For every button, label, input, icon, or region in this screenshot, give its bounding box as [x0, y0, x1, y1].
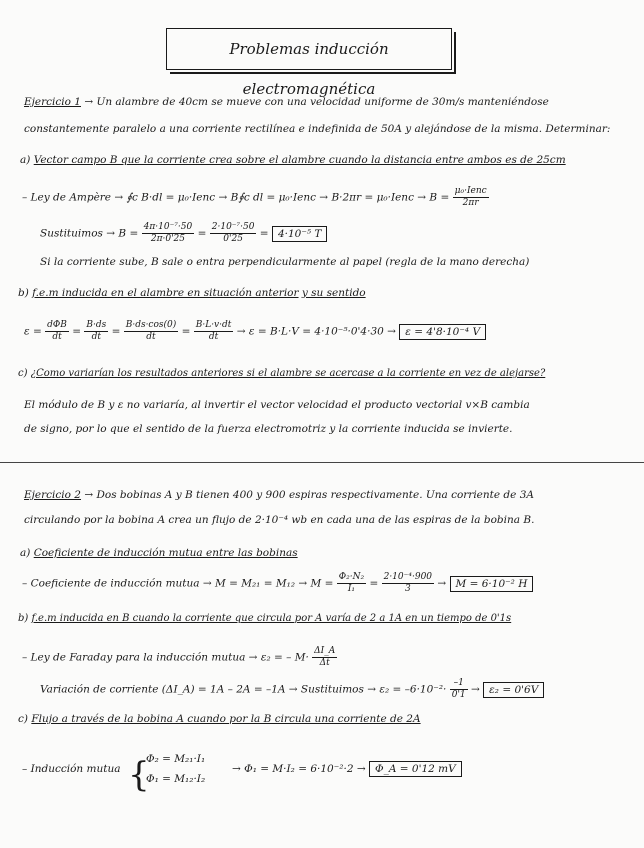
ej2-variation-text: Variación de corriente (ΔI_A) = 1A – 2A = –1A → Sustituimos → ε₂ = –6·10⁻²· — [40, 683, 447, 696]
ej1-fem-fraction-3 — [124, 320, 179, 343]
ej2-coef-fraction-1 — [337, 572, 366, 595]
fraction-denominator: dt — [146, 332, 156, 342]
system-brace: { — [128, 755, 150, 795]
ej2-variation-line — [40, 678, 544, 701]
fraction-numerator: B·L·v·dt — [195, 320, 232, 330]
ej2-label: Ejercicio 2 — [24, 489, 81, 501]
ej1-a-heading — [20, 153, 566, 167]
fraction-numerator: 4π·10⁻⁷·50 — [143, 222, 193, 232]
ej1-c-title: ¿Como variarían los resultados anteriores si el alambre se acercase a la corriente en vez de alejarse? — [30, 368, 546, 379]
fraction-denominator: dt — [208, 332, 219, 342]
fraction-denominator: 0'25 — [223, 234, 243, 244]
fraction-numerator: –1 — [450, 678, 468, 690]
fraction-numerator: B·ds — [86, 320, 107, 330]
fraction-denominator: I₁ — [347, 584, 355, 594]
ej1-fem-eps: ε = — [24, 325, 42, 338]
ej2-coef-fraction-2 — [382, 572, 434, 595]
ej1-a-result: 4·10⁻⁵ T — [272, 226, 327, 242]
ej2-faraday-text: – Ley de Faraday para la inducción mutua → ε₂ = – M· — [22, 651, 309, 664]
ej2-mutual-eq-2: Φ₁ = M₁₂·I₂ — [146, 773, 206, 785]
ej1-fem-line: ε = $\frac{\text{dΦB}}{dt}$ = $\frac{B\cdot ds}{dt}$ = $\frac{B\cdot ds\cdot\cos(0)}{dt}$ = $\frac{B\cdot L\cdot v\cdot dt}{dt}$ → ε = B·L·V = 4·10⁻⁵·0'4·30 → ε = 4'8·10⁻⁴ V — [24, 320, 486, 343]
ej2-faraday-line — [22, 646, 337, 669]
ej1-b-label: b) — [18, 287, 29, 299]
fraction-denominator: Δt — [319, 658, 330, 668]
fraction-denominator: dt — [52, 332, 62, 342]
ej2-coef-line: – Coeficiente de inducción mutua → M = M₂₁ = M₁₂ → M = $\frac{\text{Φ₂·N₂}}{\text{I₁}}$ = $\frac{\text{2·10⁻⁴·900}}{3}$ → M = 6·10⁻² H — [22, 572, 533, 595]
ej2-b-title: f.e.m inducida en B cuando la corriente que circula por A varía de 2 a 1A en un tiempo de 0'1s — [31, 613, 512, 624]
ej1-c-label: c) — [18, 368, 28, 379]
ej2-c-label: c) — [18, 713, 28, 725]
fraction-denominator: 2π·0'25 — [150, 234, 185, 244]
ej2-b-label: b) — [18, 613, 29, 624]
ej1-ampere: – Ley de Ampère → ∮c B·dl = μ₀·Ienc → B∮c dl = μ₀·Ienc → B·2πr = μ₀·Ienc → B = — [22, 191, 450, 204]
fraction-denominator: 3 — [404, 584, 411, 594]
ej1-a-label: a) — [20, 154, 31, 166]
ej1-subst-fraction-2 — [210, 222, 257, 245]
ej1-c-answer-2: de signo, por lo que el sentido de la fuerza electromotriz y la corriente inducida se invierte. — [24, 423, 513, 435]
ej1-a-title: Vector campo B que la corriente crea sobre el alambre cuando la distancia entre ambos es de 25cm — [33, 154, 566, 166]
ej2-variation-fraction — [450, 678, 468, 701]
ej2-a-result: M = 6·10⁻² H — [450, 576, 534, 592]
equals-sign: = — [197, 227, 207, 240]
fraction-numerator: 2·10⁻⁴·900 — [383, 572, 433, 582]
ej1-statement-2: constantemente paralelo a una corriente rectilínea e indefinida de 50A y alejándose de la misma. Determinar: — [24, 123, 611, 135]
arrow: → — [471, 683, 480, 696]
ej1-ampere-fraction — [453, 186, 489, 209]
fraction-numerator: dΦB — [47, 320, 67, 330]
ej1-fem-fraction-1 — [45, 320, 69, 343]
ej1-subst-label: Sustituimos → B = — [40, 227, 139, 240]
ej1-fem-fraction-4 — [194, 320, 234, 343]
ej2-coef-text: – Coeficiente de inducción mutua → M = M₂₁ = M₁₂ → M = — [22, 577, 334, 590]
ej2-statement-2: circulando por la bobina A crea un flujo de 2·10⁻⁴ wb en cada una de las espiras de la bobina B. — [24, 514, 535, 526]
ej1-c-heading — [18, 367, 545, 381]
ej2-mutual-tail: → Φ₁ = M·I₂ = 6·10⁻²·2 → — [232, 763, 366, 775]
equals-sign: = — [369, 577, 379, 590]
ej2-mutual-tail-line — [232, 762, 462, 776]
ej1-label: Ejercicio 1 — [24, 96, 81, 108]
ej1-b-title: f.e.m inducida en el alambre en situación anterior — [32, 287, 299, 299]
ej2-b-heading — [18, 612, 511, 626]
fraction-numerator: Φ₂·N₂ — [338, 572, 365, 582]
ej1-a-note: Si la corriente sube, B sale o entra perpendicularmente al papel (regla de la mano derecha) — [40, 256, 530, 268]
ej1-fem-tail: → ε = B·L·V = 4·10⁻⁵·0'4·30 → — [236, 325, 396, 338]
fraction-numerator: ΔI_A — [314, 646, 336, 656]
ej1-fem-fraction-2 — [84, 320, 108, 343]
section-divider — [0, 462, 644, 463]
ej1-b-heading — [18, 286, 366, 300]
ej1-subst-fraction-1 — [142, 222, 195, 245]
ej2-mutual-label: – Inducción mutua — [22, 763, 121, 775]
ej2-statement-1: → Dos bobinas A y B tienen 400 y 900 espiras respectivamente. Una corriente de 3A — [84, 489, 534, 501]
ej1-ampere-line — [22, 186, 489, 209]
fraction-numerator: B·ds·cos(0) — [125, 320, 177, 330]
ej2-a-title: Coeficiente de inducción mutua entre las bobinas — [33, 547, 298, 559]
page-title: Problemas inducción electromagnética — [229, 40, 389, 98]
ej2-c-result: Φ_A = 0'12 mV — [369, 761, 462, 777]
ej2-mutual-eq-1: Φ₂ = M₂₁·I₁ — [146, 753, 206, 765]
fraction-numerator: μ₀·Ienc — [454, 186, 487, 196]
ej2-b-result: ε₂ = 0'6V — [483, 682, 544, 698]
title-box — [166, 28, 452, 98]
ej2-a-label: a) — [20, 547, 31, 559]
ej1-statement-1: → Un alambre de 40cm se mueve con una velocidad uniforme de 30m/s manteniéndose — [84, 96, 549, 108]
fraction-denominator: 0'1 — [451, 690, 466, 700]
ej2-c-heading — [18, 712, 421, 726]
fraction-numerator: 2·10⁻⁷·50 — [211, 222, 255, 232]
ej2-a-heading — [20, 546, 298, 560]
ej2-c-title: Flujo a través de la bobina A cuando por la B circula una corriente de 2A — [31, 713, 421, 725]
fraction-denominator: dt — [91, 332, 101, 342]
fraction-denominator: 2πr — [462, 198, 479, 208]
ej1-b-result: ε = 4'8·10⁻⁴ V — [399, 324, 486, 340]
ej2-faraday-fraction — [312, 646, 337, 669]
ej1-subst-line: Sustituimos → B = $\frac{\text{4π·10⁻⁷·50}}{2\pi\cdot 0'25}$ = $\frac{\text{2·10⁻⁷·50}}{0'25}$ = 4·10⁻⁵ T — [40, 222, 327, 245]
ej1-c-answer-1: El módulo de B y ε no variaría, al invertir el vector velocidad el producto vectorial v×B cambia — [24, 399, 530, 411]
ej2-statement-line-1 — [24, 488, 534, 502]
ej1-b-title-2: y su sentido — [301, 287, 366, 299]
ej1-statement-line-1 — [24, 95, 549, 109]
